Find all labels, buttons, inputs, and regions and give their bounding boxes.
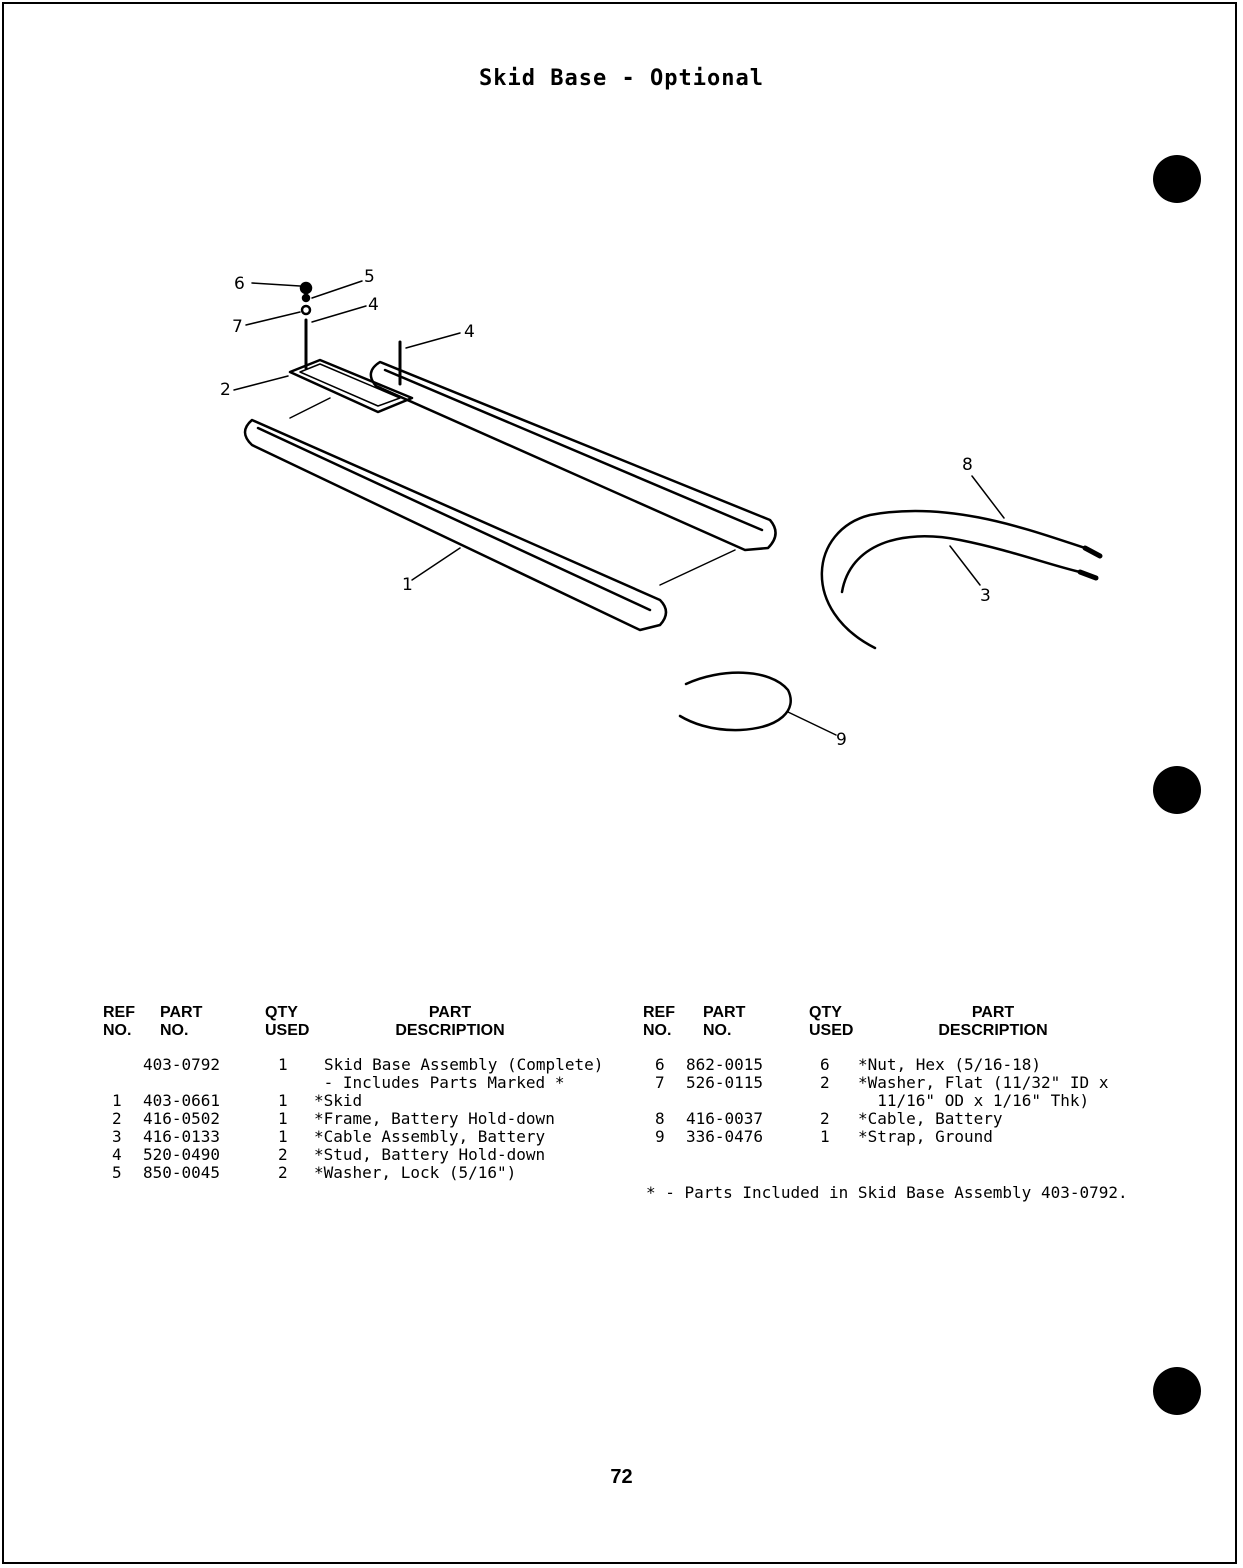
skid-rail-rear bbox=[371, 362, 776, 550]
battery-cable-assembly-3 bbox=[842, 536, 1096, 592]
callout-4-stud-rear: 4 bbox=[464, 322, 475, 342]
callout-8: 8 bbox=[962, 455, 973, 475]
header-desc-left: PART DESCRIPTION bbox=[395, 1004, 505, 1039]
page-number: 72 bbox=[610, 1466, 633, 1488]
callout-5: 5 bbox=[364, 267, 375, 287]
header-part-right: PART NO. bbox=[703, 1004, 746, 1039]
table-row: - Includes Parts Marked * bbox=[314, 1073, 565, 1092]
battery-cable-8 bbox=[822, 511, 1100, 648]
callout-9: 9 bbox=[836, 730, 847, 750]
header-ref-right: REF NO. bbox=[643, 1004, 675, 1039]
callout-3: 3 bbox=[980, 586, 991, 606]
callout-7: 7 bbox=[232, 317, 243, 337]
table-row: 8 416-0037 2 *Cable, Battery bbox=[655, 1109, 1003, 1128]
table-row: 3 416-0133 1 *Cable Assembly, Battery bbox=[112, 1127, 546, 1146]
binder-hole-bottom bbox=[1153, 1367, 1201, 1415]
table-row: 5 850-0045 2 *Washer, Lock (5/16") bbox=[112, 1163, 517, 1182]
callout-6: 6 bbox=[234, 274, 245, 294]
table-row: 7 526-0115 2 *Washer, Flat (11/32" ID x bbox=[655, 1073, 1109, 1092]
table-row: 2 416-0502 1 *Frame, Battery Hold-down bbox=[112, 1109, 555, 1128]
callout-2: 2 bbox=[220, 380, 231, 400]
header-qty-right: QTY USED bbox=[809, 1004, 854, 1039]
callout-1: 1 bbox=[402, 575, 413, 595]
header-desc-right: PART DESCRIPTION bbox=[938, 1004, 1048, 1039]
table-row: 11/16" OD x 1/16" Thk) bbox=[858, 1091, 1090, 1110]
page-title: Skid Base - Optional bbox=[479, 66, 764, 91]
header-part-left: PART NO. bbox=[160, 1004, 203, 1039]
header-qty-left: QTY USED bbox=[265, 1004, 310, 1039]
table-row: 403-0792 1 Skid Base Assembly (Complete) bbox=[143, 1055, 604, 1074]
table-row: 9 336-0476 1 *Strap, Ground bbox=[655, 1127, 993, 1146]
table-row: 4 520-0490 2 *Stud, Battery Hold-down bbox=[112, 1145, 546, 1164]
header-ref-left: REF NO. bbox=[103, 1004, 135, 1039]
table-row: 1 403-0661 1 *Skid bbox=[112, 1091, 363, 1110]
ground-strap-9 bbox=[680, 673, 791, 730]
callout-4-stud: 4 bbox=[368, 295, 379, 315]
footnote: * - Parts Included in Skid Base Assembly 403-0792. bbox=[646, 1183, 1128, 1202]
table-row: 6 862-0015 6 *Nut, Hex (5/16-18) bbox=[655, 1055, 1042, 1074]
